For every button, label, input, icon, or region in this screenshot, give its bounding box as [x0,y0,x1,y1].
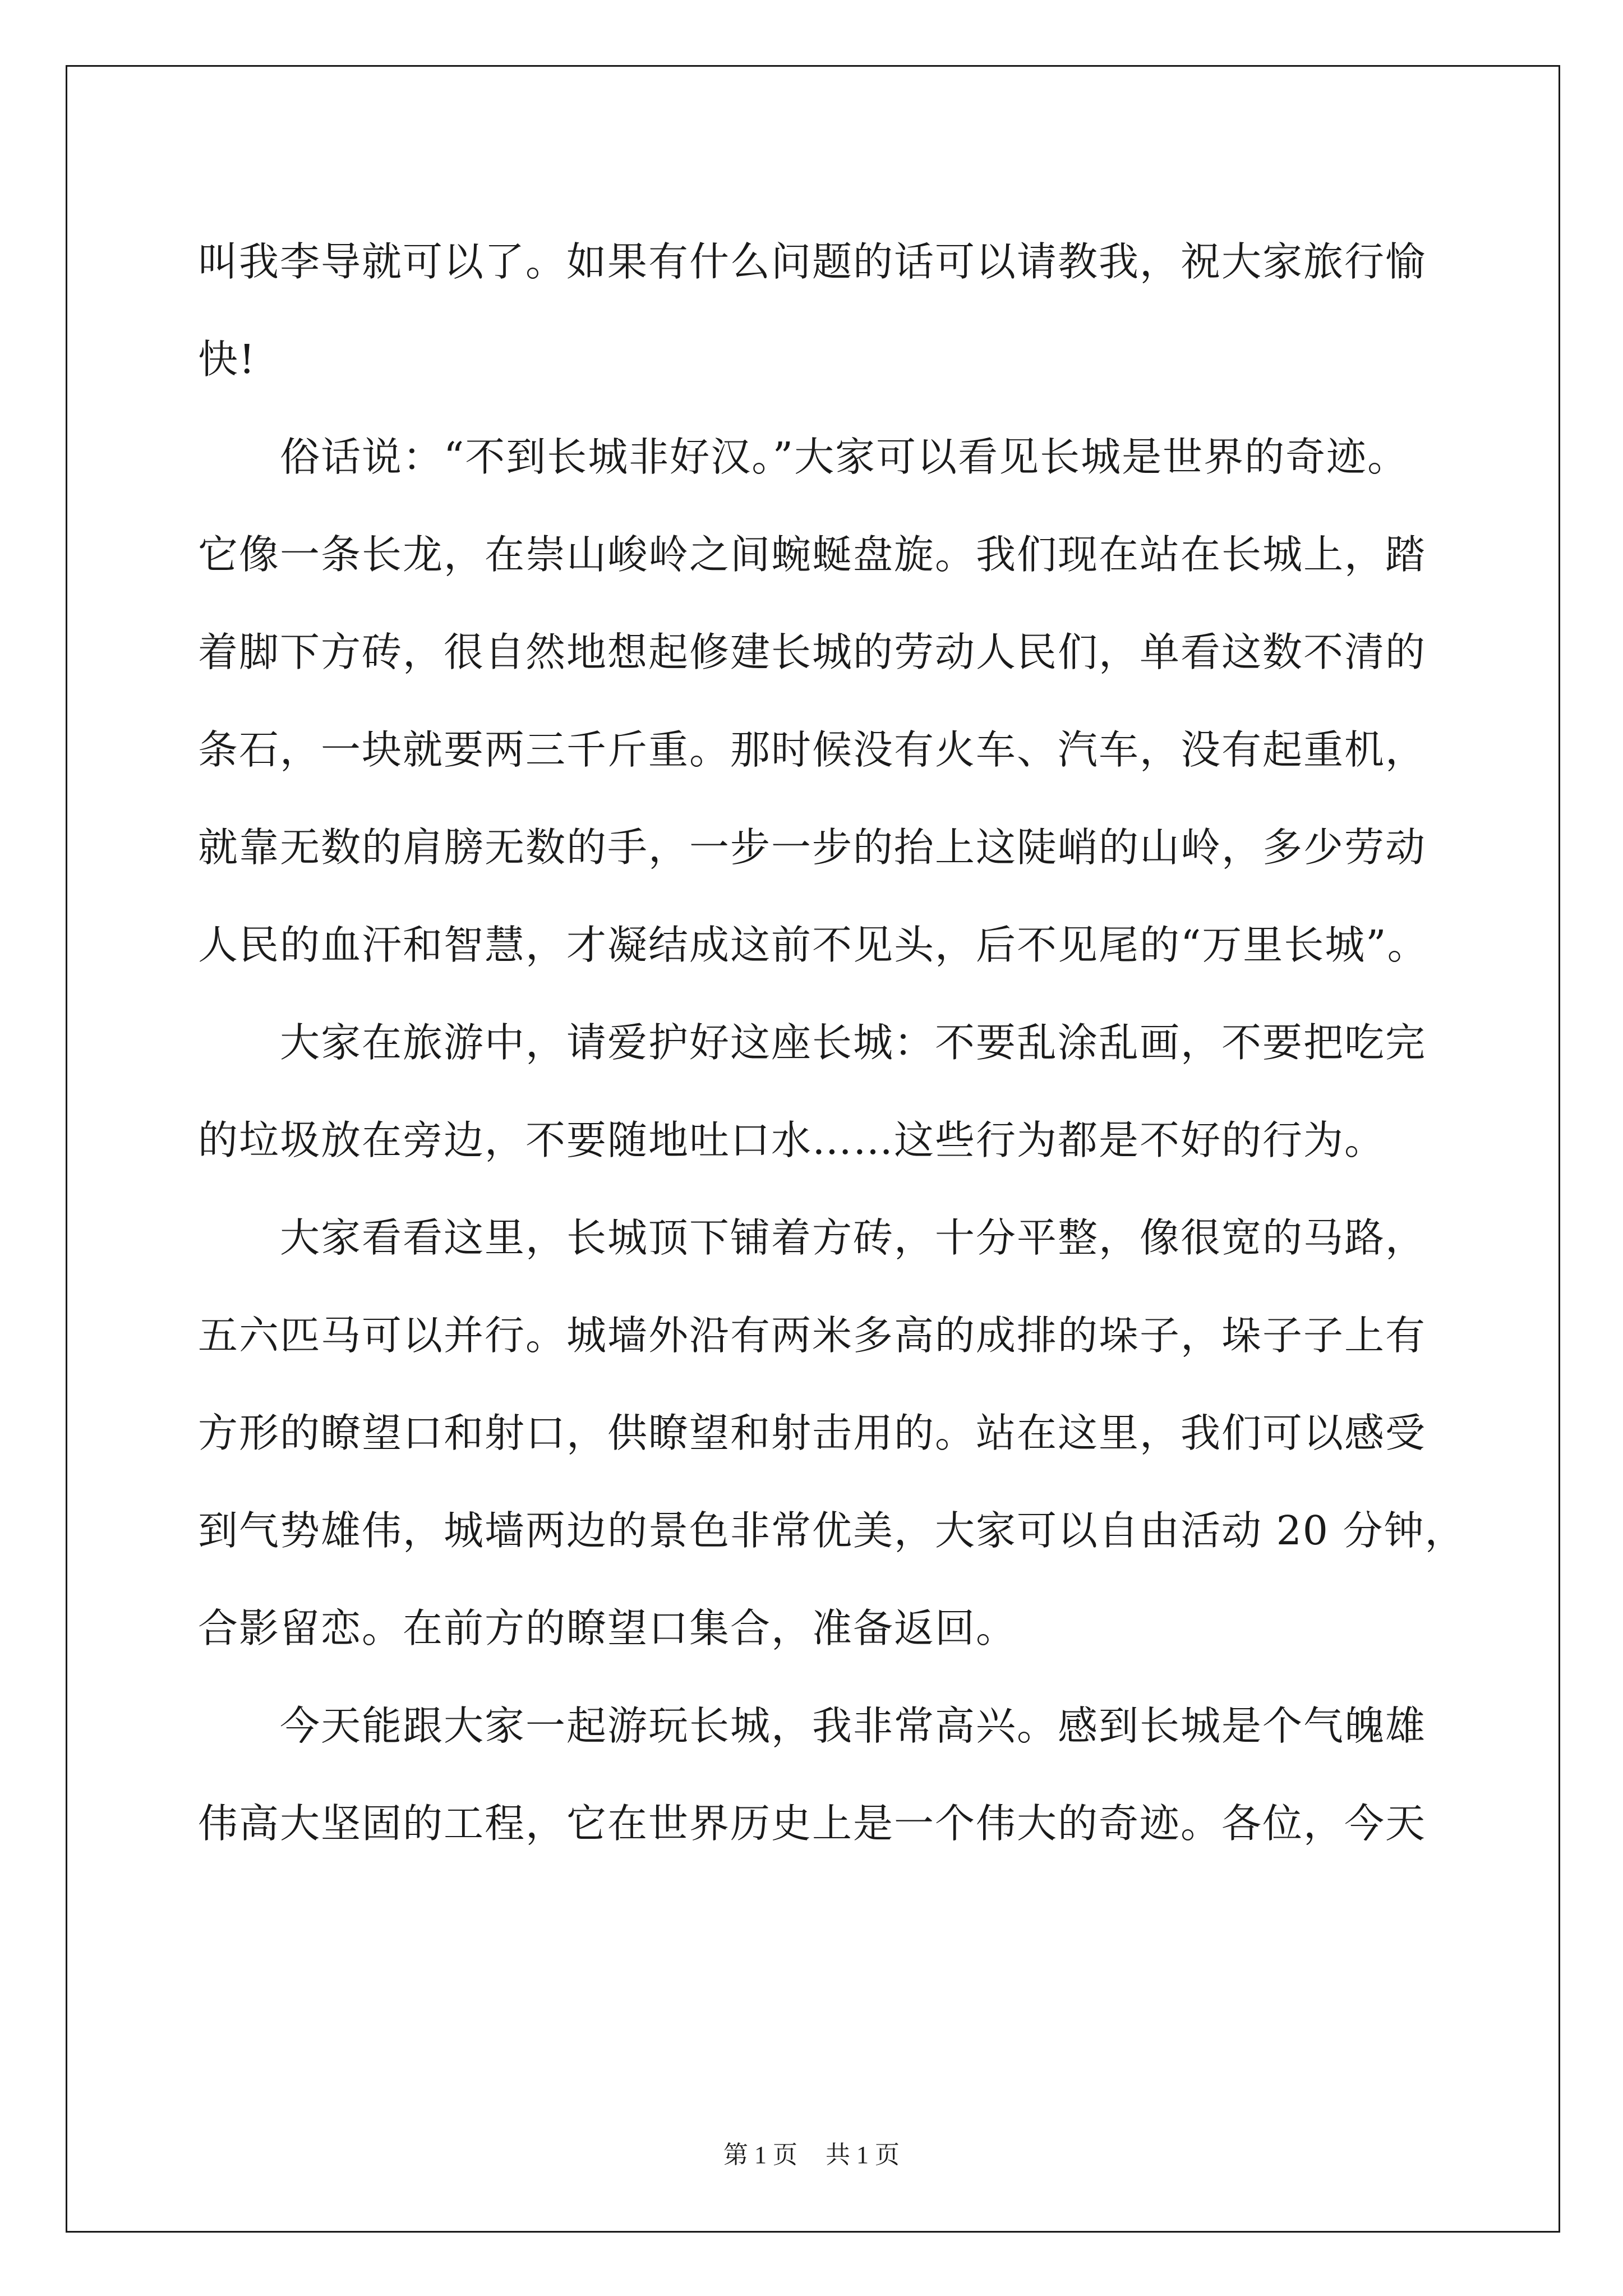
text-line-11: 大家看看这里，长城顶下铺着方砖，十分平整，像很宽的马路， [280,1214,1427,1261]
text-line-5: 着脚下方砖，很自然地想起修建长城的劳动人民们，单看这数不清的 [198,629,1427,675]
page-number: 第 1 页 [723,2141,797,2169]
text-line-10: 的垃圾放在旁边，不要随地吐口水……这些行为都是不好的行为。 [198,1117,1386,1163]
document-body [198,213,1466,1872]
text-line-1: 叫我李导就可以了。如果有什么问题的话可以请教我，祝大家旅行愉 [198,238,1427,285]
text-line-9: 大家在旅游中，请爱护好这座长城：不要乱涂乱画，不要把吃完 [280,1019,1427,1066]
page-footer [0,2134,1623,2170]
text-line-12: 五六匹马可以并行。城墙外沿有两米多高的成排的垛子，垛子子上有 [198,1312,1427,1359]
text-line-15: 合影留恋。在前方的瞭望口集合，准备返回。 [198,1605,1017,1651]
text-line-17: 伟高大坚固的工程，它在世界历史上是一个伟大的奇迹。各位，今天 [198,1800,1427,1847]
page-total: 共 1 页 [826,2141,900,2169]
text-line-13: 方形的瞭望口和射口，供瞭望和射击用的。站在这里，我们可以感受 [198,1410,1427,1456]
text-line-14: 到气势雄伟，城墙两边的景色非常优美，大家可以自由活动 20 分钟， [198,1507,1466,1554]
text-line-3: 俗话说：“不到长城非好汉。”大家可以看见长城是世界的奇迹。 [280,434,1409,480]
text-line-6: 条石，一块就要两三千斤重。那时候没有火车、汽车，没有起重机， [198,726,1427,773]
text-line-7: 就靠无数的肩膀无数的手，一步一步的抬上这陡峭的山岭，多少劳动 [198,824,1427,871]
text-line-4: 它像一条长龙，在崇山峻岭之间蜿蜒盘旋。我们现在站在长城上，踏 [198,531,1427,578]
text-line-2: 快! [198,336,256,383]
text-line-16: 今天能跟大家一起游玩长城，我非常高兴。感到长城是个气魄雄 [280,1703,1427,1749]
text-line-8: 人民的血汗和智慧，才凝结成这前不见头，后不见尾的“万里长城”。 [198,922,1428,968]
